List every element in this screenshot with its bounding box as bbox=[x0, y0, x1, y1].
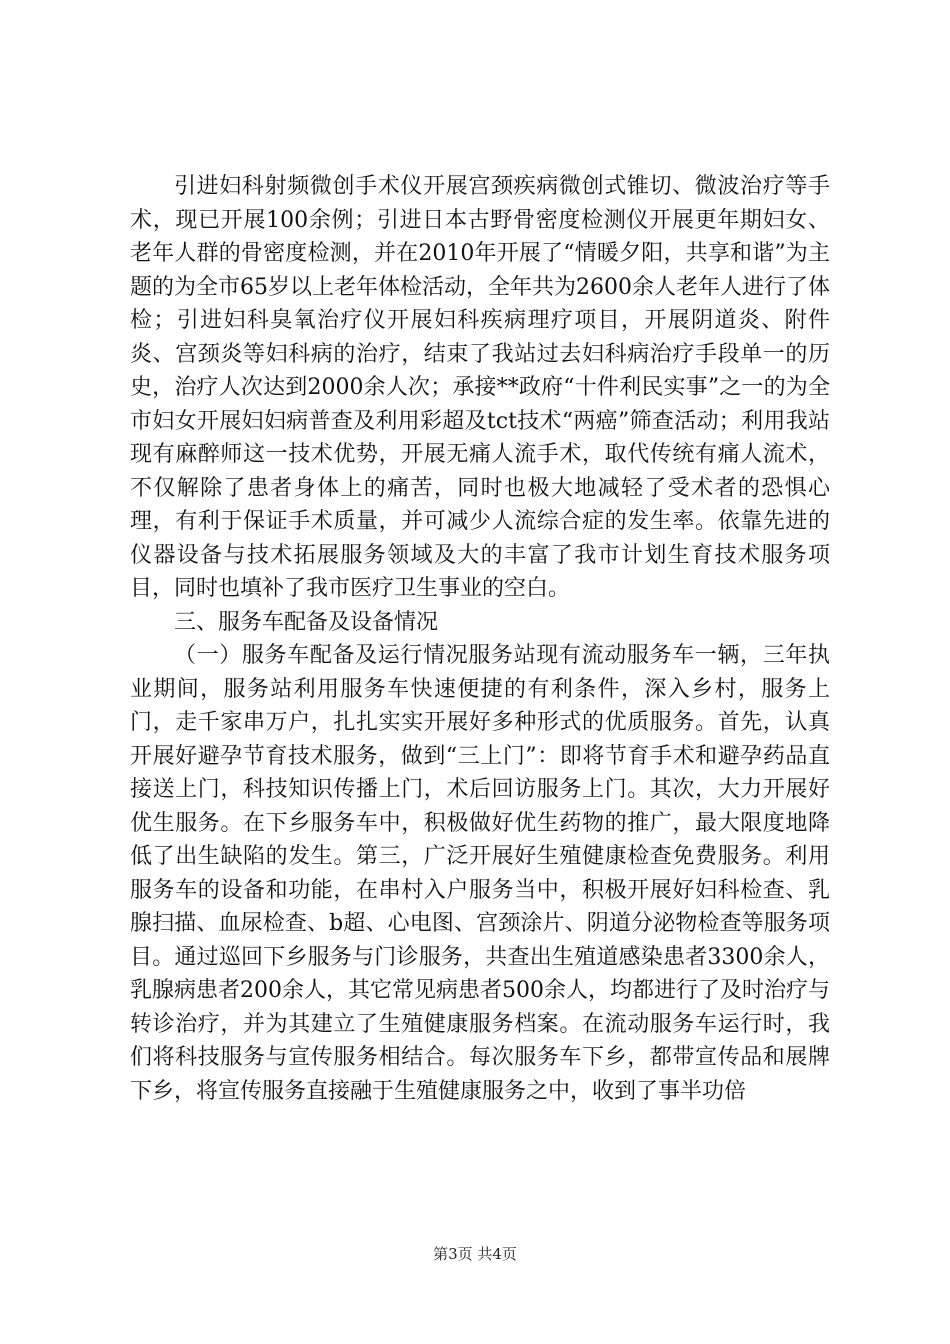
page-number-footer: 第3页 共4页 bbox=[433, 1245, 517, 1263]
paragraph-vehicle-operation: （一）服务车配备及运行情况服务站现有流动服务车一辆，三年执业期间，服务站利用服务车快速便捷的有利条件，深入乡村，服务上门，走千家串万户，扎扎实实开展好多种形式的优质服务。首先，认真开展好避孕节育技术服务，做到“三上门”：即将节育手术和避孕药品直接送上门，科技知识传播上门，术后回访服务上门。其次，大力开展好优生服务。在下乡服务车中，积极做好优生药物的推广，最大限度地降低了出生缺陷的发生。第三，广泛开展好生殖健康检查免费服务。利用服务车的设备和功能，在串村入户服务当中，积极开展好妇科检查、乳腺扫描、血尿检查、b超、心电图、宫颈涂片、阴道分泌物检查等服务项目。通过巡回下乡服务与门诊服务，共查出生殖道感染患者3300余人，乳腺病患者200余人，其它常见病患者500余人，均都进行了及时治疗与转诊治疗，并为其建立了生殖健康服务档案。在流动服务车运行时，我们将科技服务与宣传服务相结合。每次服务车下乡，都带宣传品和展牌下乡，将宣传服务直接融于生殖健康服务之中，收到了事半功倍 bbox=[130, 643, 830, 1104]
paragraph-equipment-services: 引进妇科射频微创手术仪开展宫颈疾病微创式锥切、微波治疗等手术，现已开展100余例；引进日本古野骨密度检测仪开展更年期妇女、老年人群的骨密度检测，并在2010年开展了“情暖夕阳，共享和谐”为主题的为全市65岁以上老年体检活动，全年共为2600余人老年人进行了体检；引进妇科臭氧治疗仪开展妇科疾病理疗项目，开展阴道炎、附件炎、宫颈炎等妇科病的治疗，结束了我站过去妇科病治疗手段单一的历史，治疗人次达到2000余人次；承接**政府“十件利民实事”之一的为全市妇女开展妇妇病普查及利用彩超及tct技术“两癌”筛查活动；利用我站现有麻醉师这一技术优势，开展无痛人流手术，取代传统有痛人流术，不仅解除了患者身体上的痛苦，同时也极大地减轻了受术者的恐惧心理，有利于保证手术质量，并可减少人流综合症的发生率。依靠先进的仪器设备与技术拓展服务领域及大的丰富了我市计划生育技术服务项目，同时也填补了我市医疗卫生事业的空白。 bbox=[130, 174, 830, 601]
section-heading-vehicle: 三、服务车配备及设备情况 bbox=[174, 609, 439, 635]
document-body bbox=[130, 170, 830, 1108]
